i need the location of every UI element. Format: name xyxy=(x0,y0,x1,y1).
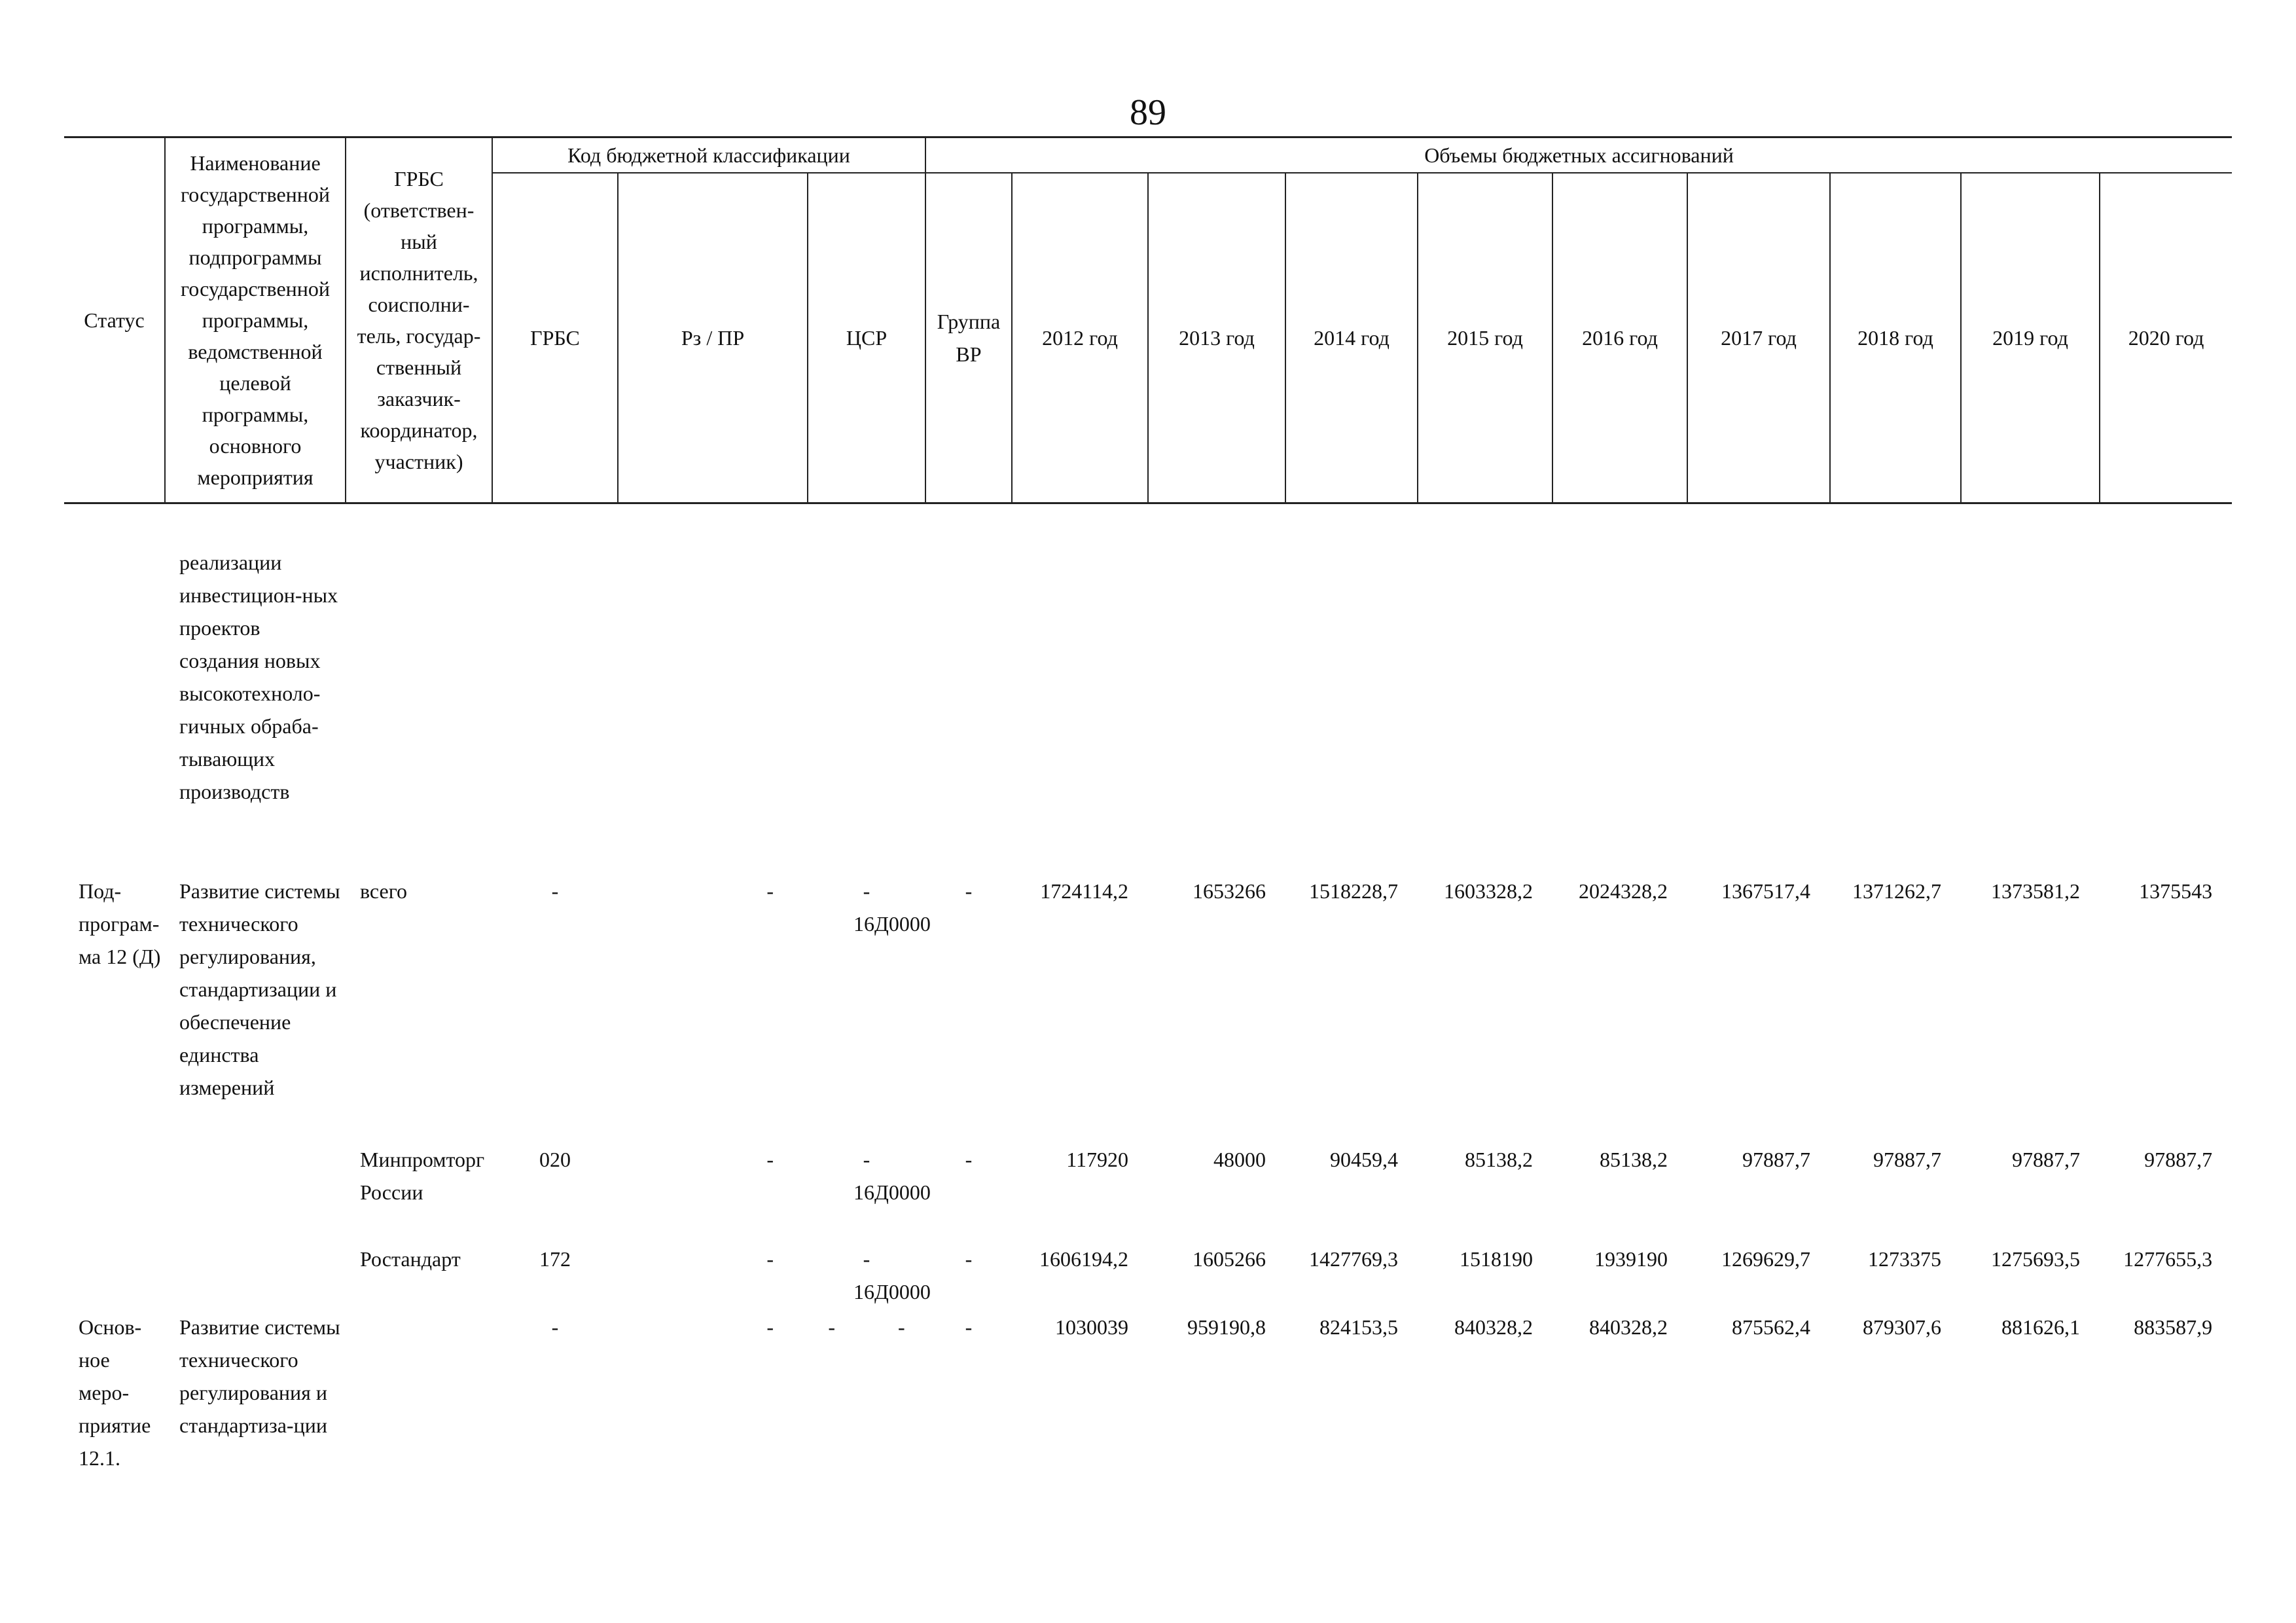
row-rz: - xyxy=(766,1247,774,1271)
row-value-2020: 1277655,3 xyxy=(2123,1247,2213,1271)
row-value-2017: 875562,4 xyxy=(1732,1315,1810,1339)
row-value-2013: 959190,8 xyxy=(1187,1315,1266,1339)
row-vr: - xyxy=(965,1148,973,1171)
row-value-2014: 1518228,7 xyxy=(1309,879,1398,903)
header-grbs-responsible: ГРБС (ответствен-ный исполнитель, соисполни-тель, государ-ственный заказчик-координатор, участник) xyxy=(346,137,492,503)
row-pr: - xyxy=(828,1315,835,1339)
row-value-2020: 1375543 xyxy=(2139,879,2213,903)
row-rz: - xyxy=(766,879,774,903)
row-value-2016: 2024328,2 xyxy=(1579,879,1668,903)
row-rz-pr xyxy=(618,1243,808,1311)
row-value-2019: 97887,7 xyxy=(2012,1148,2080,1171)
table-row xyxy=(64,841,2232,1143)
row-value-2016: 85138,2 xyxy=(1600,1148,1668,1171)
row-rz-pr xyxy=(618,1143,808,1243)
row-value-2015: 840328,2 xyxy=(1454,1315,1533,1339)
row-value-2012: 1606194,2 xyxy=(1039,1247,1128,1271)
row-vr: - xyxy=(965,1315,973,1339)
row-grbs-name: всего xyxy=(360,879,408,903)
header-status: Статус xyxy=(64,137,165,503)
row-value-2020: 97887,7 xyxy=(2144,1148,2213,1171)
row-value-2012: 1030039 xyxy=(1055,1315,1128,1339)
row-value-2015 xyxy=(1418,503,1552,841)
table-row xyxy=(64,1143,2232,1243)
row-pr: - xyxy=(863,1247,870,1271)
row-csr-code: 16Д0000 xyxy=(853,912,931,936)
row-name: реализации инвестицион-ных проектов создания новых высокотехноло-гичных обраба-тывающих производств xyxy=(179,551,338,803)
row-value-2015: 85138,2 xyxy=(1465,1148,1533,1171)
row-value-2016 xyxy=(1552,503,1687,841)
row-value-2013: 1605266 xyxy=(1193,1247,1266,1271)
row-grbs: 020 xyxy=(539,1148,571,1171)
row-name: Развитие системы технического регулирования и стандартиза-ции xyxy=(179,1315,340,1437)
row-value-2015: 1518190 xyxy=(1460,1247,1533,1271)
row-value-2018: 1371262,7 xyxy=(1852,879,1941,903)
row-rz-pr xyxy=(618,841,808,1143)
row-csr xyxy=(808,841,931,1143)
row-value-2019: 1275693,5 xyxy=(1991,1247,2080,1271)
row-value-2019: 1373581,2 xyxy=(1991,879,2080,903)
row-value-2016: 1939190 xyxy=(1594,1247,1668,1271)
row-csr xyxy=(808,1243,931,1311)
row-pr: - xyxy=(863,879,870,903)
header-budget-code-group: Код бюджетной классификации xyxy=(492,137,925,173)
row-vr xyxy=(925,503,1012,841)
row-grbs-name xyxy=(346,503,492,841)
row-csr-code: 16Д0000 xyxy=(853,1280,931,1304)
row-value-2017: 1367517,4 xyxy=(1721,879,1810,903)
row-value-2012: 1724114,2 xyxy=(1040,879,1128,903)
row-status: Под-програм-ма 12 (Д) xyxy=(79,879,161,968)
header-vr-group: Группа ВР xyxy=(925,173,1012,503)
row-value-2017 xyxy=(1687,503,1830,841)
row-rz: - xyxy=(766,1148,774,1171)
row-vr: - xyxy=(965,879,973,903)
header-year-2013: 2013 год xyxy=(1148,173,1285,503)
row-value-2017: 1269629,7 xyxy=(1721,1247,1810,1271)
row-grbs: - xyxy=(551,879,559,903)
header-year-2017: 2017 год xyxy=(1687,173,1830,503)
header-year-2015: 2015 год xyxy=(1418,173,1552,503)
row-vr: - xyxy=(965,1247,973,1271)
row-csr xyxy=(808,1311,925,1520)
row-grbs xyxy=(492,503,618,841)
row-status xyxy=(64,1243,165,1311)
header-volumes-group: Объемы бюджетных ассигнований xyxy=(925,137,2232,173)
row-name xyxy=(165,1243,346,1311)
row-value-2018: 97887,7 xyxy=(1873,1148,1941,1171)
row-value-2012: 117920 xyxy=(1066,1148,1128,1171)
row-pr: - xyxy=(863,1148,870,1171)
table-row xyxy=(64,1311,2232,1520)
row-value-2020 xyxy=(2100,503,2232,841)
header-rz-pr: Рз / ПР xyxy=(618,173,808,503)
row-name xyxy=(165,1143,346,1243)
row-grbs-name xyxy=(346,1311,492,1520)
row-value-2014 xyxy=(1285,503,1418,841)
row-name: Развитие системы технического регулирования, стандартизации и обеспечение единства измерений xyxy=(179,879,340,1099)
row-status: Основ-ное меро-приятие 12.1. xyxy=(79,1315,151,1470)
row-value-2012 xyxy=(1012,503,1148,841)
row-value-2014: 90459,4 xyxy=(1330,1148,1398,1171)
header-year-2018: 2018 год xyxy=(1830,173,1961,503)
row-csr-code: - xyxy=(898,1315,905,1339)
row-grbs: 172 xyxy=(539,1247,571,1271)
row-value-2019: 881626,1 xyxy=(2001,1315,2080,1339)
row-value-2020: 883587,9 xyxy=(2134,1315,2213,1339)
row-rz: - xyxy=(766,1315,774,1339)
row-value-2013: 1653266 xyxy=(1193,879,1266,903)
header-program-name: Наименование государственной программы, подпрограммы государственной программы, ведомственной целевой программы, основного мероприятия xyxy=(165,137,346,503)
row-rz-pr xyxy=(618,503,808,841)
row-value-2015: 1603328,2 xyxy=(1444,879,1533,903)
row-grbs: - xyxy=(551,1315,559,1339)
row-value-2014: 1427769,3 xyxy=(1309,1247,1398,1271)
row-value-2013: 48000 xyxy=(1213,1148,1266,1171)
row-status xyxy=(64,503,165,841)
table-row xyxy=(64,1243,2232,1311)
row-csr xyxy=(808,1143,931,1243)
row-status xyxy=(64,1143,165,1243)
header-year-2014: 2014 год xyxy=(1285,173,1418,503)
page-number: 89 xyxy=(1130,92,1166,133)
row-value-2018: 1273375 xyxy=(1868,1247,1941,1271)
header-year-2020: 2020 год xyxy=(2100,173,2232,503)
row-value-2013 xyxy=(1148,503,1285,841)
row-value-2019 xyxy=(1961,503,2100,841)
header-grbs: ГРБС xyxy=(492,173,618,503)
budget-allocations-table xyxy=(64,136,2232,1520)
header-year-2016: 2016 год xyxy=(1552,173,1687,503)
row-value-2017: 97887,7 xyxy=(1742,1148,1810,1171)
row-csr-code: 16Д0000 xyxy=(853,1180,931,1204)
header-csr: ЦСР xyxy=(808,173,925,503)
row-value-2018: 879307,6 xyxy=(1863,1315,1941,1339)
row-grbs-name: Минпромторг России xyxy=(360,1148,485,1204)
header-year-2019: 2019 год xyxy=(1961,173,2100,503)
header-year-2012: 2012 год xyxy=(1012,173,1148,503)
row-rz-pr xyxy=(618,1311,808,1520)
row-value-2018 xyxy=(1830,503,1961,841)
table-row xyxy=(64,503,2232,841)
row-grbs-name: Ростандарт xyxy=(360,1247,461,1271)
row-csr xyxy=(808,503,925,841)
row-value-2016: 840328,2 xyxy=(1589,1315,1668,1339)
row-value-2014: 824153,5 xyxy=(1319,1315,1398,1339)
